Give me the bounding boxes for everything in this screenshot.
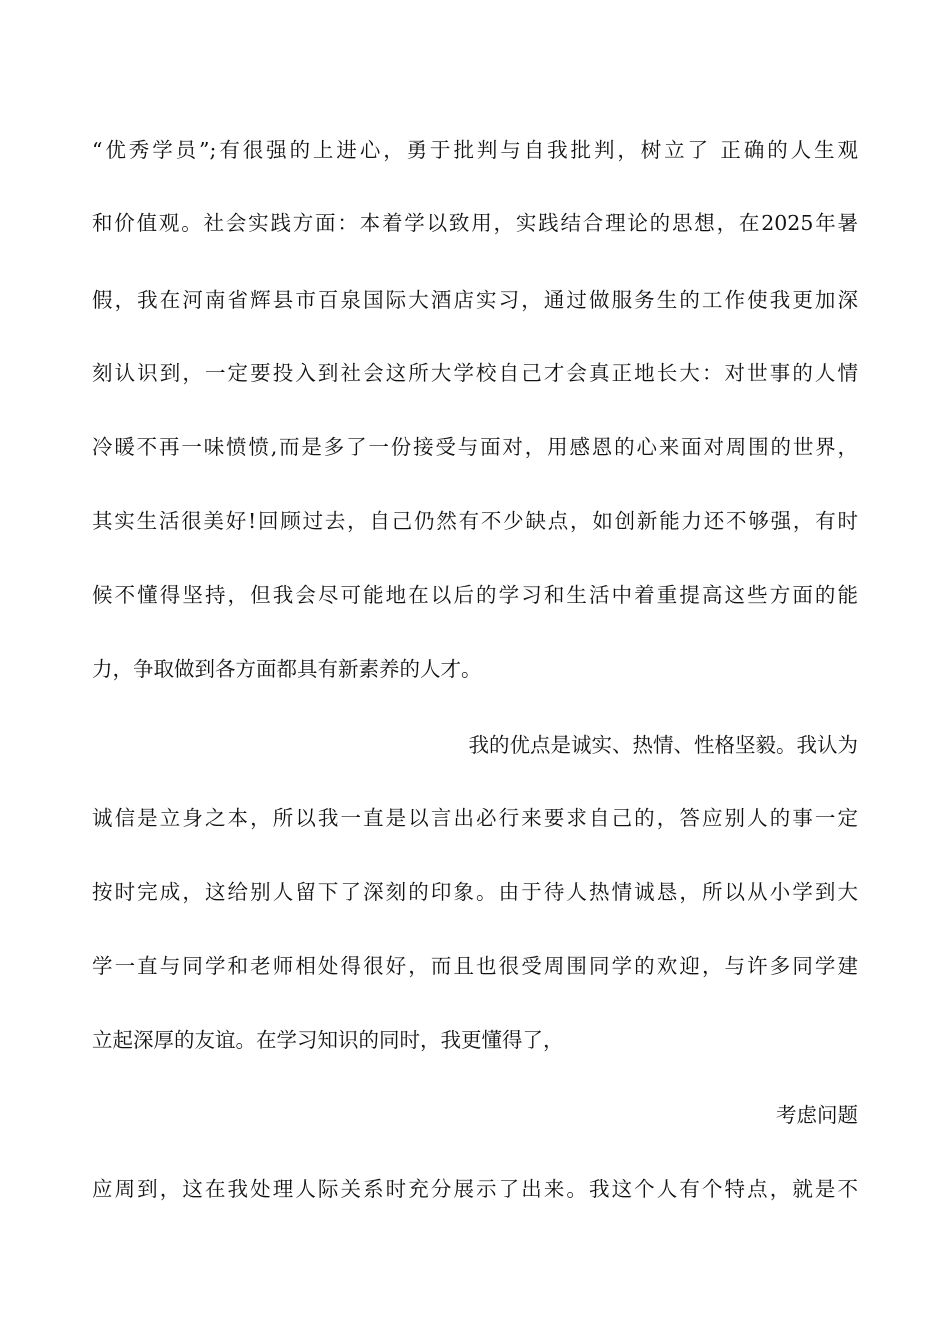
text-line: 候不懂得坚持，但我会尽可能地在以后的学习和生活中着重提高这些方面的能 [92,583,858,607]
text-line: 诚信是立身之本，所以我一直是以言出必行来要求自己的，答应别人的事一定 [92,806,858,830]
text-line: 学一直与同学和老师相处得很好，而且也很受周围同学的欢迎，与许多同学建 [92,954,858,978]
text-line: 应周到，这在我处理人际关系时充分展示了出来。我这个人有个特点，就是不 [92,1177,858,1201]
text-line: 立起深厚的友谊。在学习知识的同时，我更懂得了， [92,1028,564,1052]
text-line: 力，争取做到各方面都具有新素养的人才。 [92,657,482,681]
text-line: 冷暖不再一味愤愤,而是多了一份接受与面对，用感恩的心来面对周围的世界， [92,435,858,459]
text-line: 刻认识到，一定要投入到社会这所大学校自己才会真正地长大：对世事的人情 [92,361,858,385]
text-line: 考虑问题 [776,1103,858,1127]
text-line: 其实生活很美好!回顾过去，自己仍然有不少缺点，如创新能力还不够强，有时 [92,509,858,533]
text-line: 按时完成，这给别人留下了深刻的印象。由于待人热情诚恳，所以从小学到大 [92,880,858,904]
text-line: 我的优点是诚实、热情、性格坚毅。我认为 [468,733,858,757]
text-line: 假，我在河南省辉县市百泉国际大酒店实习，通过做服务生的工作使我更加深 [92,288,858,312]
text-line: “优秀学员”;有很强的上进心，勇于批判与自我批判，树立了 正确的人生观 [92,138,858,162]
text-line: 和价值观。社会实践方面：本着学以致用，实践结合理论的思想，在2025年暑 [92,211,858,235]
